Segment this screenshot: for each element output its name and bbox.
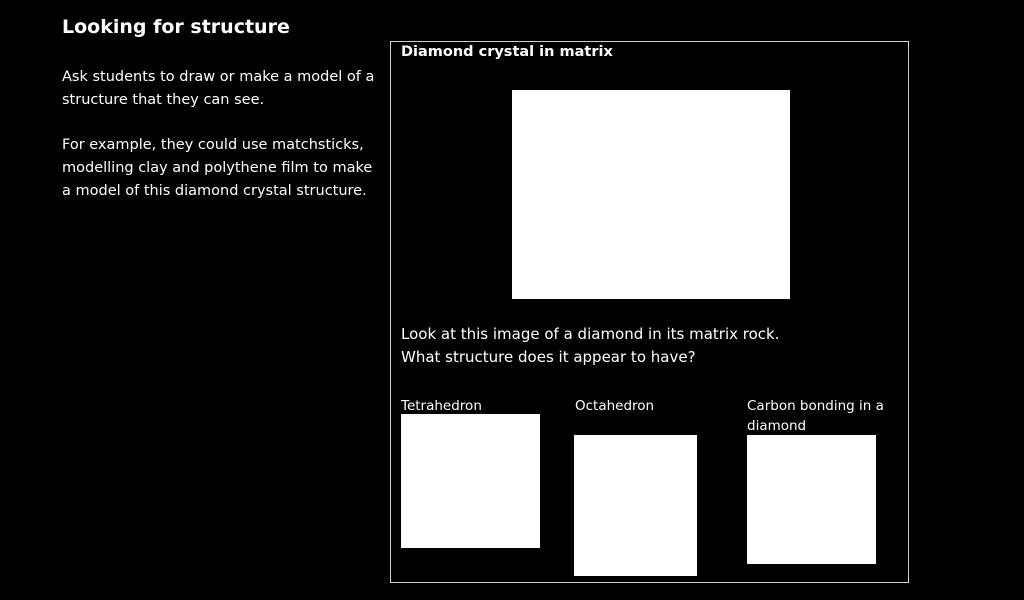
carbon-bonding-image	[747, 435, 876, 564]
octahedron-label: Octahedron	[575, 398, 655, 414]
slide-title: Looking for structure	[62, 16, 290, 38]
carbon-bonding-label: Carbon bonding in a diamond	[747, 398, 884, 434]
question-line-2: What structure does it appear to have?	[401, 348, 696, 366]
intro-paragraph: Ask students to draw or make a model of a structure that they can see.	[62, 69, 375, 108]
example-paragraph: For example, they could use matchsticks, modelling clay and polythene film to make a model of this diamond crystal structure.	[62, 137, 373, 199]
tetrahedron-label: Tetrahedron	[401, 398, 482, 414]
question-text	[401, 323, 779, 369]
question-line-1: Look at this image of a diamond in its matrix rock.	[401, 325, 780, 343]
octahedron-image	[574, 435, 697, 576]
tetrahedron-image	[401, 414, 540, 548]
diamond-crystal-image	[512, 90, 790, 299]
panel-title: Diamond crystal in matrix	[401, 44, 613, 60]
